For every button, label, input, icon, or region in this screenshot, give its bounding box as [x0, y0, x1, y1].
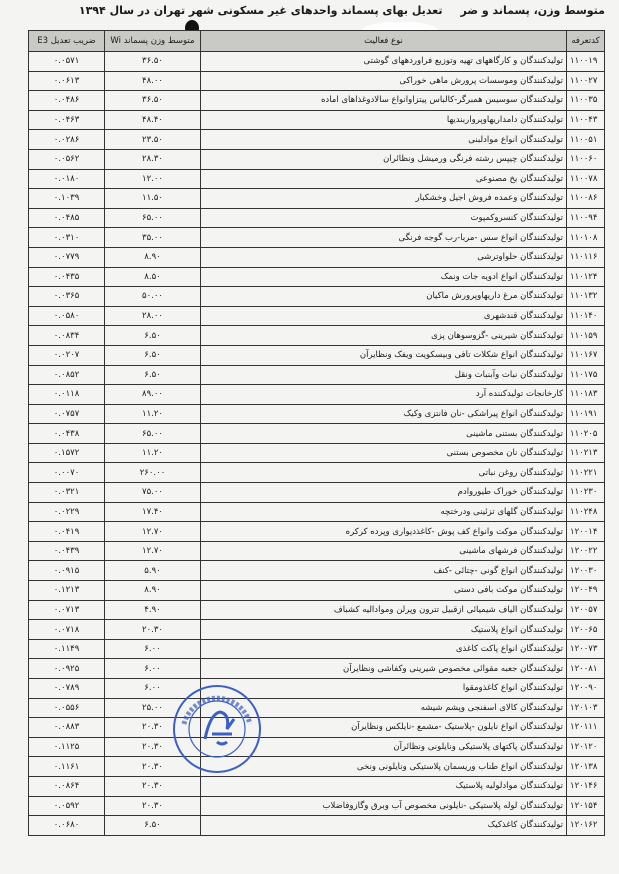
cell-code: ۱۱۰۰۷۸ [567, 169, 605, 189]
cell-activity: تولیدکنندگان نان مخصوص بستنی [201, 443, 567, 463]
table-row [29, 267, 605, 287]
cell-code: ۱۱۰۱۰۸ [567, 228, 605, 248]
table-row [29, 698, 605, 718]
cell-code: ۱۱۰۰۵۱ [567, 130, 605, 150]
cell-weight: ۱۱.۲۰ [105, 404, 201, 424]
cell-coef: ۰.۱۱۶۱ [29, 757, 105, 777]
table-body [29, 52, 605, 836]
cell-coef: ۰.۰۷۷۹ [29, 247, 105, 267]
cell-activity: تولیدکنندگان انواع ادویه جات ونمک [201, 267, 567, 287]
cell-activity: تولیدکنندگان انواع پیراشکی -نان فانتزی وکیک [201, 404, 567, 424]
cell-coef: ۰.۰۸۵۲ [29, 365, 105, 385]
cell-weight: ۲۶۰.۰۰ [105, 463, 201, 483]
table-row [29, 443, 605, 463]
cell-weight: ۲۰.۳۰ [105, 776, 201, 796]
cell-coef: ۰.۰۴۸۵ [29, 208, 105, 228]
cell-coef: ۰.۱۱۲۵ [29, 737, 105, 757]
cell-weight: ۷۵.۰۰ [105, 483, 201, 503]
cell-weight: ۱۷.۴۰ [105, 502, 201, 522]
cell-coef: ۰.۰۱۱۸ [29, 385, 105, 405]
cell-code: ۱۱۰۱۳۲ [567, 287, 605, 307]
table-row [29, 679, 605, 699]
cell-code: ۱۲۰۱۰۳ [567, 698, 605, 718]
table-row [29, 326, 605, 346]
cell-weight: ۴.۹۰ [105, 600, 201, 620]
cell-coef: ۰.۱۲۱۳ [29, 581, 105, 601]
table-row [29, 208, 605, 228]
cell-code: ۱۲۰۱۳۸ [567, 757, 605, 777]
cell-weight: ۲۵.۰۰ [105, 698, 201, 718]
table-row [29, 581, 605, 601]
cell-code: ۱۲۰۱۱۱ [567, 718, 605, 738]
cell-activity: تولیدکنندگان گلهای تزئینی ودرختچه [201, 502, 567, 522]
cell-activity: تولیدکنندگان الیاف شیمیائی ازقبیل تترون وپرلن وموادالیه کشباف [201, 600, 567, 620]
cell-activity: تولیدکنندگان فرشهای ماشینی [201, 541, 567, 561]
cell-activity: تولیدکنندگان مرغ داریهاوپرورش ماکیان [201, 287, 567, 307]
cell-activity: تولیدکنندگان قندشهری [201, 306, 567, 326]
cell-coef: ۰.۰۲۲۹ [29, 502, 105, 522]
table-row [29, 659, 605, 679]
cell-activity: تولیدکنندگان چیپس رشته فرنگی ورمیشل ونظائران [201, 149, 567, 169]
cell-coef: ۰.۰۹۱۵ [29, 561, 105, 581]
cell-activity: تولیدکنندگان انواع نایلون -پلاستیک -مشمع -نایلکس ونظایرآن [201, 718, 567, 738]
cell-code: ۱۲۰۱۶۲ [567, 816, 605, 836]
cell-weight: ۵۰.۰۰ [105, 287, 201, 307]
cell-activity: تولیدکنندگان کالای اسفنجی وپشم شیشه [201, 698, 567, 718]
cell-activity: تولیدکنندگان وعمده فروش اجیل وخشکبار [201, 189, 567, 209]
cell-weight: ۲۰.۳۰ [105, 620, 201, 640]
table-row [29, 757, 605, 777]
table-row [29, 228, 605, 248]
cell-code: ۱۱۰۱۸۳ [567, 385, 605, 405]
cell-activity: تولیدکنندگان موکت وانواع کف پوش -کاغذدیواری وپرده کرکره [201, 522, 567, 542]
cell-code: ۱۱۰۲۲۱ [567, 463, 605, 483]
cell-code: ۱۲۰۱۲۰ [567, 737, 605, 757]
cell-code: ۱۲۰۱۵۴ [567, 796, 605, 816]
table-row [29, 816, 605, 836]
table-row [29, 52, 605, 72]
cell-code: ۱۱۰۰۸۶ [567, 189, 605, 209]
cell-activity: تولیدکنندگان انواع سس -مربا-رب گوجه فرنگی [201, 228, 567, 248]
cell-weight: ۲۸.۰۰ [105, 306, 201, 326]
cell-activity: تولیدکنندگان لوله پلاستیکی -نایلونی مخصوص آب وبرق وگازوفاضلاب [201, 796, 567, 816]
document-title [24, 4, 605, 18]
cell-activity: تولیدکنندگان حلواوترشی [201, 247, 567, 267]
cell-code: ۱۱۰۰۲۷ [567, 71, 605, 91]
cell-coef: ۰.۱۵۷۲ [29, 443, 105, 463]
cell-activity: تولیدکنندگان انواع شکلات تافی وبیسکویت ویفک ونظایرآن [201, 345, 567, 365]
cell-coef: ۰.۰۸۸۳ [29, 718, 105, 738]
cell-code: ۱۱۰۰۱۹ [567, 52, 605, 72]
cell-activity: تولیدکنندگان روغن نباتی [201, 463, 567, 483]
cell-code: ۱۲۰۰۷۳ [567, 639, 605, 659]
cell-weight: ۲۰.۳۰ [105, 718, 201, 738]
cell-code: ۱۲۰۰۳۰ [567, 561, 605, 581]
cell-activity: تولیدکنندگان خوراک طیوروادم [201, 483, 567, 503]
cell-weight: ۶.۰۰ [105, 639, 201, 659]
table-row [29, 130, 605, 150]
cell-coef: ۰.۰۹۲۵ [29, 659, 105, 679]
cell-code: ۱۱۰۰۶۰ [567, 149, 605, 169]
cell-coef: ۰.۰۲۸۶ [29, 130, 105, 150]
cell-activity: تولیدکنندگان یخ مصنوعی [201, 169, 567, 189]
cell-coef: ۰.۱۱۴۹ [29, 639, 105, 659]
cell-weight: ۸.۵۰ [105, 267, 201, 287]
table-row [29, 287, 605, 307]
cell-code: ۱۱۰۱۱۶ [567, 247, 605, 267]
cell-weight: ۲۸.۳۰ [105, 149, 201, 169]
cell-weight: ۲۰.۳۰ [105, 757, 201, 777]
cell-coef: ۰.۰۵۹۲ [29, 796, 105, 816]
cell-weight: ۶.۵۰ [105, 816, 201, 836]
table-row [29, 561, 605, 581]
cell-weight: ۳۶.۵۰ [105, 52, 201, 72]
table-row [29, 365, 605, 385]
cell-code: ۱۲۰۰۴۹ [567, 581, 605, 601]
cell-code: ۱۱۰۱۹۱ [567, 404, 605, 424]
table-row [29, 463, 605, 483]
table-row [29, 541, 605, 561]
cell-weight: ۴۸.۰۰ [105, 71, 201, 91]
official-stamp [172, 684, 262, 774]
cell-weight: ۲۳.۵۰ [105, 130, 201, 150]
cell-weight: ۲۰.۳۰ [105, 796, 201, 816]
cell-code: ۱۲۰۰۱۴ [567, 522, 605, 542]
cell-activity: تولیدکنندگان کنسروکمپوت [201, 208, 567, 228]
cell-coef: ۰.۰۵۶۲ [29, 149, 105, 169]
header-activity: نوع فعالیت [201, 31, 567, 52]
cell-code: ۱۲۰۰۹۰ [567, 679, 605, 699]
cell-coef: ۰.۰۵۸۰ [29, 306, 105, 326]
cell-coef: ۰.۰۵۵۶ [29, 698, 105, 718]
cell-coef: ۰.۰۷۱۸ [29, 620, 105, 640]
cell-coef: ۰.۰۴۳۵ [29, 267, 105, 287]
table-row [29, 796, 605, 816]
cell-coef: ۰.۰۳۲۱ [29, 483, 105, 503]
cell-coef: ۰.۰۴۶۳ [29, 110, 105, 130]
cell-coef: ۰.۰۴۱۹ [29, 522, 105, 542]
table-row [29, 91, 605, 111]
cell-coef: ۰.۰۸۳۴ [29, 326, 105, 346]
cell-weight: ۱۲.۷۰ [105, 522, 201, 542]
cell-weight: ۶.۵۰ [105, 326, 201, 346]
cell-weight: ۸۹.۰۰ [105, 385, 201, 405]
cell-code: ۱۱۰۰۳۵ [567, 91, 605, 111]
cell-coef: ۰.۰۰۷۰ [29, 463, 105, 483]
cell-activity: تولیدکنندگان موادلولیه پلاستیک [201, 776, 567, 796]
cell-code: ۱۲۰۰۲۲ [567, 541, 605, 561]
cell-code: ۱۲۰۱۴۶ [567, 776, 605, 796]
cell-coef: ۰.۰۷۸۹ [29, 679, 105, 699]
cell-code: ۱۱۰۲۱۳ [567, 443, 605, 463]
cell-weight: ۶.۰۰ [105, 679, 201, 699]
table-row [29, 502, 605, 522]
cell-activity: تولیدکنندگان وموسسات پرورش ماهی خوراکی [201, 71, 567, 91]
table-row [29, 737, 605, 757]
cell-weight: ۱۱.۲۰ [105, 443, 201, 463]
title-part-1: متوسط وزن، پسماند و ضر [460, 4, 605, 17]
cell-coef: ۰.۰۳۱۰ [29, 228, 105, 248]
table-row [29, 620, 605, 640]
cell-coef: ۰.۰۲۰۷ [29, 345, 105, 365]
cell-activity: تولیدکنندگان موکت بافی دستی [201, 581, 567, 601]
cell-coef: ۰.۰۴۳۸ [29, 424, 105, 444]
table-header-row [29, 31, 605, 52]
table-row [29, 404, 605, 424]
table-row [29, 483, 605, 503]
cell-coef: ۰.۰۶۸۰ [29, 816, 105, 836]
table-row [29, 385, 605, 405]
cell-weight: ۶۵.۰۰ [105, 208, 201, 228]
cell-weight: ۲۰.۳۰ [105, 737, 201, 757]
cell-weight: ۱۲.۰۰ [105, 169, 201, 189]
cell-code: ۱۱۰۰۴۳ [567, 110, 605, 130]
cell-activity: تولیدکنندگان انواع طناب وریسمان پلاستیکی ونایلونی ونخی [201, 757, 567, 777]
table-row [29, 600, 605, 620]
cell-weight: ۴۸.۴۰ [105, 110, 201, 130]
table-row [29, 189, 605, 209]
cell-weight: ۱۱.۵۰ [105, 189, 201, 209]
table-row [29, 718, 605, 738]
cell-code: ۱۲۰۰۵۷ [567, 600, 605, 620]
cell-activity: تولیدکنندگان و کارگاههای تهیه وتوزیع فراوردههای گوشتی [201, 52, 567, 72]
cell-coef: ۰.۱۰۳۹ [29, 189, 105, 209]
header-coef: ضریب تعدیل E3 [29, 31, 105, 52]
cell-coef: ۰.۰۴۸۶ [29, 91, 105, 111]
title-part-2: تعدیل بهای پسماند واحدهای غیر مسکونی شهر تهران در سال ۱۳۹۴ [78, 4, 443, 17]
cell-coef: ۰.۰۱۸۰ [29, 169, 105, 189]
cell-coef: ۰.۰۶۱۳ [29, 71, 105, 91]
cell-code: ۱۲۰۰۸۱ [567, 659, 605, 679]
cell-coef: ۰.۰۵۷۱ [29, 52, 105, 72]
table-row [29, 424, 605, 444]
cell-code: ۱۱۰۲۰۵ [567, 424, 605, 444]
cell-activity: تولیدکنندگان انواع پاکت کاغذی [201, 639, 567, 659]
cell-code: ۱۱۰۱۴۰ [567, 306, 605, 326]
cell-coef: ۰.۰۳۶۵ [29, 287, 105, 307]
cell-coef: ۰.۰۷۵۷ [29, 404, 105, 424]
table-row [29, 71, 605, 91]
cell-code: ۱۱۰۰۹۴ [567, 208, 605, 228]
header-code: کدتعرفه [567, 31, 605, 52]
table-row [29, 169, 605, 189]
cell-activity: کارخانجات تولیدکننده آرد [201, 385, 567, 405]
table-row [29, 110, 605, 130]
cell-activity: تولیدکنندگان پاکتهای پلاستیکی ونایلونی ونظائرآن [201, 737, 567, 757]
table-row [29, 345, 605, 365]
cell-activity: تولیدکنندگان شیرینی -گزوسوهان پزی [201, 326, 567, 346]
cell-coef: ۰.۰۷۱۳ [29, 600, 105, 620]
cell-activity: تولیدکنندگان انواع پلاستیک [201, 620, 567, 640]
cell-activity: تولیدکنندگان دامداریهاوپرواربندیها [201, 110, 567, 130]
cell-activity: تولیدکنندگان سوسیس همبرگر-کالباس پیتزاوانواع سالادوغذاهای اماده [201, 91, 567, 111]
table-row [29, 522, 605, 542]
cell-code: ۱۱۰۱۷۵ [567, 365, 605, 385]
cell-weight: ۸.۹۰ [105, 581, 201, 601]
cell-code: ۱۱۰۱۵۹ [567, 326, 605, 346]
table-row [29, 306, 605, 326]
cell-activity: تولیدکنندگان انواع کاغذومقوا [201, 679, 567, 699]
cell-code: ۱۱۰۱۲۴ [567, 267, 605, 287]
cell-activity: تولیدکنندگان نبات وآبنبات ونقل [201, 365, 567, 385]
cell-weight: ۳۵.۰۰ [105, 228, 201, 248]
cell-weight: ۵.۹۰ [105, 561, 201, 581]
table-row [29, 149, 605, 169]
cell-code: ۱۱۰۲۳۰ [567, 483, 605, 503]
cell-code: ۱۱۰۲۴۸ [567, 502, 605, 522]
cell-weight: ۶.۵۰ [105, 345, 201, 365]
cell-activity: تولیدکنندگان انواع گونی -چتائی -کنف [201, 561, 567, 581]
table-row [29, 639, 605, 659]
table-row [29, 247, 605, 267]
cell-activity: تولیدکنندگان انواع موادلبنی [201, 130, 567, 150]
cell-coef: ۰.۰۴۳۹ [29, 541, 105, 561]
tariff-table [28, 30, 605, 836]
header-weight: متوسط وزن پسماند Wi [105, 31, 201, 52]
cell-activity: تولیدکنندگان جعبه مقوائی مخصوص شیرینی وکفاشی ونظایرآن [201, 659, 567, 679]
cell-weight: ۶۵.۰۰ [105, 424, 201, 444]
cell-weight: ۶.۰۰ [105, 659, 201, 679]
cell-activity: تولیدکنندگان کاغذکیک [201, 816, 567, 836]
cell-code: ۱۱۰۱۶۷ [567, 345, 605, 365]
cell-code: ۱۲۰۰۶۵ [567, 620, 605, 640]
cell-weight: ۱۲.۷۰ [105, 541, 201, 561]
cell-weight: ۸.۹۰ [105, 247, 201, 267]
cell-weight: ۶.۵۰ [105, 365, 201, 385]
table-row [29, 776, 605, 796]
cell-coef: ۰.۰۸۶۴ [29, 776, 105, 796]
cell-weight: ۳۶.۵۰ [105, 91, 201, 111]
cell-activity: تولیدکنندگان بستنی ماشینی [201, 424, 567, 444]
